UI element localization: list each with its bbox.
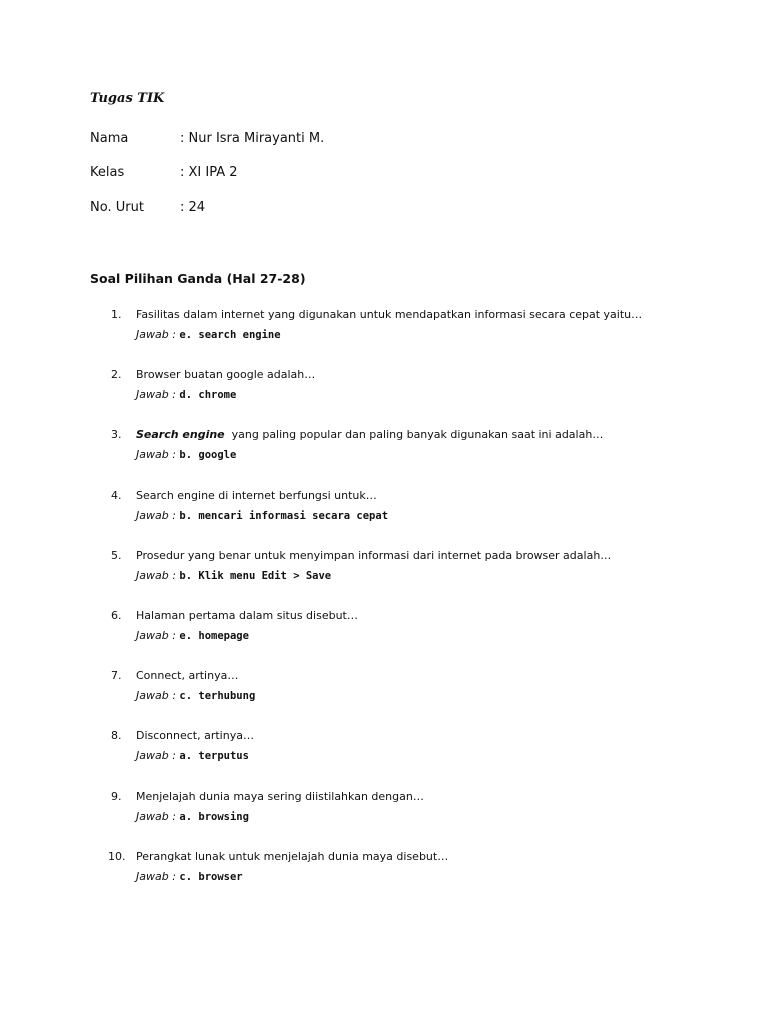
question-text	[136, 727, 254, 745]
question-item	[90, 487, 710, 547]
question-body: Perangkat lunak untuk menjelajah dunia maya disebut…	[136, 849, 449, 863]
question-body: Prosedur yang benar untuk menyimpan informasi dari internet pada browser adalah…	[136, 548, 612, 562]
question-item	[90, 547, 710, 607]
answer-line	[136, 868, 243, 886]
question-number: 9.	[111, 789, 122, 803]
question-text	[136, 788, 424, 806]
answer-line	[136, 507, 388, 525]
question-item	[90, 607, 710, 667]
answer-label: Jawab :	[136, 749, 180, 763]
question-body: Disconnect, artinya…	[136, 729, 254, 743]
question-item	[90, 667, 710, 727]
section-title: Soal Pilihan Ganda (Hal 27-28)	[90, 271, 306, 286]
question-text	[136, 306, 642, 324]
info-value: : 24	[180, 200, 206, 215]
answer-line	[136, 687, 255, 705]
answer-value: a. terputus	[179, 750, 249, 763]
question-body: Menjelajah dunia maya sering diistilahkan dengan…	[136, 789, 424, 803]
question-text	[136, 667, 238, 685]
question-item	[90, 727, 710, 787]
answer-label: Jawab :	[136, 508, 180, 522]
question-body: yang paling popular dan paling banyak digunakan saat ini adalah…	[224, 428, 604, 442]
question-number: 2.	[111, 368, 122, 382]
question-number: 7.	[111, 669, 122, 683]
document-title: Tugas TIK	[90, 91, 165, 106]
answer-value: b. Klik menu Edit > Save	[179, 569, 332, 582]
question-body: Connect, artinya…	[136, 669, 239, 683]
info-value: : Nur Isra Mirayanti M.	[180, 131, 325, 146]
question-list	[90, 306, 710, 908]
question-body: Fasilitas dalam internet yang digunakan untuk mendapatkan informasi secara cepat yaitu…	[136, 308, 643, 321]
answer-value: a. browsing	[179, 810, 249, 823]
answer-value: b. mencari informasi secara cepat	[179, 509, 389, 522]
question-number: 6.	[111, 608, 122, 622]
info-label: Nama	[90, 131, 129, 146]
question-number: 5.	[111, 548, 122, 562]
question-number: 3.	[111, 428, 122, 442]
answer-label: Jawab :	[136, 388, 180, 402]
question-body: Search engine di internet berfungsi untuk…	[136, 488, 377, 502]
question-item	[90, 788, 710, 848]
answer-line	[136, 747, 249, 765]
answer-value: c. browser	[179, 870, 243, 883]
answer-label: Jawab :	[136, 628, 180, 642]
question-body: Halaman pertama dalam situs disebut…	[136, 608, 358, 622]
answer-value: b. google	[179, 449, 237, 462]
question-number: 10.	[108, 849, 126, 863]
question-number: 8.	[111, 729, 122, 743]
answer-label: Jawab :	[136, 328, 180, 341]
info-label: Kelas	[90, 165, 125, 180]
answer-line	[136, 808, 249, 826]
answer-line	[136, 386, 236, 404]
question-item	[90, 848, 710, 908]
question-emphasis: Search engine	[136, 428, 225, 442]
question-text	[136, 607, 358, 625]
answer-label: Jawab :	[136, 568, 180, 582]
answer-value: d. chrome	[179, 389, 237, 402]
info-label: No. Urut	[90, 200, 144, 215]
question-body: Browser buatan google adalah…	[136, 368, 316, 382]
answer-line	[136, 326, 281, 344]
answer-label: Jawab :	[136, 869, 180, 883]
answer-line	[136, 567, 331, 585]
answer-label: Jawab :	[136, 809, 180, 823]
answer-line	[136, 627, 249, 645]
question-number: 4.	[111, 488, 122, 502]
answer-line	[136, 446, 236, 464]
question-number: 1.	[111, 308, 122, 321]
info-value: : XI IPA 2	[180, 165, 238, 180]
answer-value: c. terhubung	[179, 690, 256, 703]
question-text	[136, 487, 377, 505]
answer-value: e. homepage	[179, 629, 249, 642]
answer-label: Jawab :	[136, 448, 180, 462]
answer-value: e. search engine	[179, 329, 281, 341]
question-item	[90, 366, 710, 426]
question-text	[136, 848, 448, 866]
question-item	[90, 426, 710, 486]
question-item	[90, 306, 710, 366]
answer-label: Jawab :	[136, 689, 180, 703]
question-text	[136, 426, 603, 444]
question-text	[136, 547, 611, 565]
question-text	[136, 366, 315, 384]
